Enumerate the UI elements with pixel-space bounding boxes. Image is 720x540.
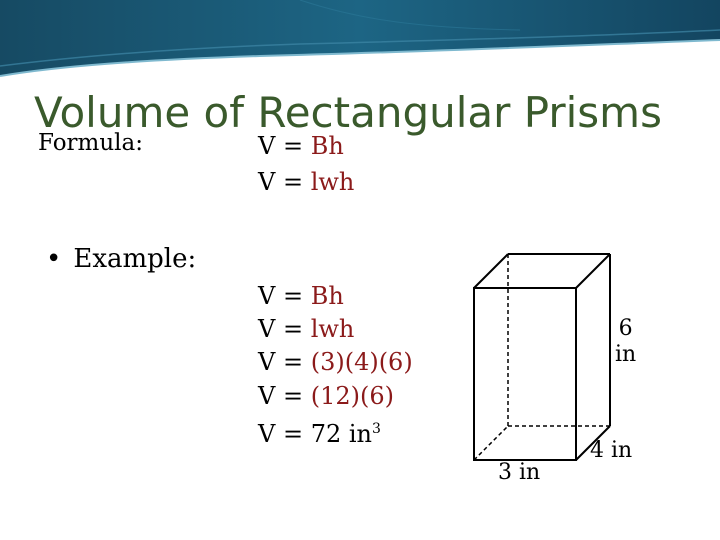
example-line — [258, 284, 344, 308]
slide-title: Volume of Rectangular Prisms — [34, 88, 662, 137]
formula-line — [258, 170, 354, 194]
example-result: V = 72 in — [258, 420, 372, 448]
width-label: 3 in — [498, 460, 541, 485]
example-lhs: V = — [258, 282, 311, 310]
formula-rhs: Bh — [310, 132, 344, 160]
example-line — [258, 350, 413, 374]
height-value: 6 — [618, 316, 633, 341]
formula-lhs: V = — [258, 168, 311, 196]
header-banner — [0, 0, 720, 80]
height-unit: in — [615, 342, 637, 367]
example-rhs: (3)(4)(6) — [310, 348, 413, 376]
formula-rhs: lwh — [310, 168, 355, 196]
example-rhs: lwh — [310, 315, 355, 343]
example-rhs: Bh — [310, 282, 344, 310]
formula-lhs: V = — [258, 132, 311, 160]
example-rhs: (12)(6) — [310, 382, 394, 410]
example-line — [258, 384, 394, 408]
example-exponent: 3 — [372, 421, 381, 437]
example-label: Example: — [73, 244, 197, 274]
bullet-icon: • — [46, 244, 62, 274]
height-label — [615, 316, 636, 368]
depth-label: 4 in — [590, 438, 633, 463]
formula-label: Formula: — [38, 130, 143, 156]
example-lhs: V = — [258, 315, 311, 343]
example-bullet — [46, 244, 196, 274]
example-line — [258, 317, 354, 341]
example-lhs: V = — [258, 348, 311, 376]
example-lhs: V = — [258, 382, 311, 410]
example-line — [258, 417, 381, 446]
formula-line — [258, 134, 344, 158]
